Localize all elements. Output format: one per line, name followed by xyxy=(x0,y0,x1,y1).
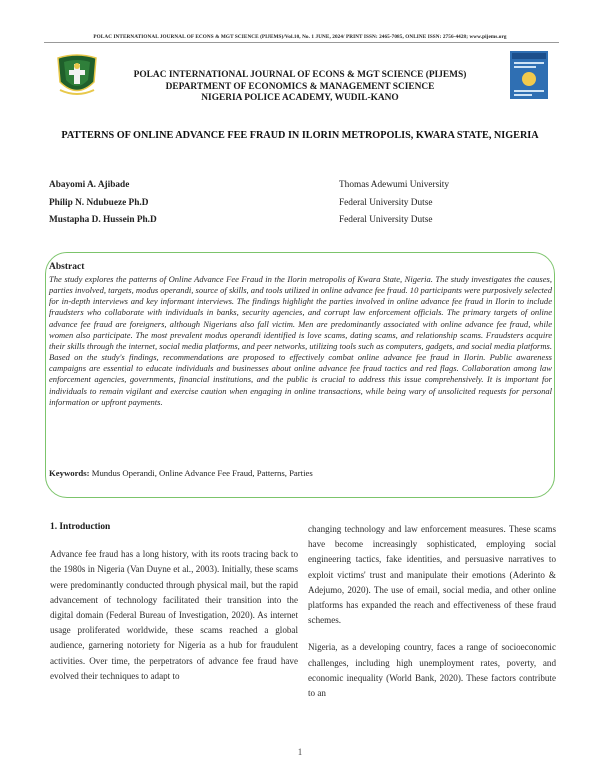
author-name: Mustapha D. Hussein Ph.D xyxy=(49,215,157,225)
journal-banner: POLAC INTERNATIONAL JOURNAL OF ECONS & MGT SCIENCE (PIJEMS)/Vol.10, No. 1 JUNE, 2024/ PRINT ISSN: 2465-7085, ONLINE ISSN: 2756-4428; www.pijems.org xyxy=(93,34,507,40)
author-row xyxy=(49,195,559,213)
journal-header xyxy=(96,70,504,105)
author-row xyxy=(49,212,559,230)
right-column xyxy=(308,522,556,713)
paper-title: PATTERNS OF ONLINE ADVANCE FEE FRAUD IN ILORIN METROPOLIS, KWARA STATE, NIGERIA xyxy=(61,130,539,141)
keywords-text: Mundus Operandi, Online Advance Fee Fraud, Patterns, Parties xyxy=(89,468,313,478)
keywords-label: Keywords: xyxy=(49,468,90,478)
page-number: 1 xyxy=(297,747,303,757)
left-column xyxy=(50,520,298,696)
author-name: Abayomi A. Ajibade xyxy=(49,180,130,190)
paragraph: Advance fee fraud has a long history, with its roots tracing back to the 1980s in Nigeria (Van Duyne et al., 2003). Initially, these scams were predominantly conducted through physical mail, but the rapid advancement of technology facilitated their transition into the digital domain (Federal Bureau of Investigation, 2020). As internet usage proliferated worldwide, these scams reached a global audience, garnering notoriety for Nigeria as a hub for fraudulent activities. Over time, the perpetrators of advance fee fraud have evolved their techniques to adapt to xyxy=(50,549,298,681)
author-list xyxy=(49,177,559,230)
police-academy-crest-logo xyxy=(54,52,100,100)
author-row xyxy=(49,177,559,195)
journal-cover-thumbnail xyxy=(510,51,548,99)
institution-name: NIGERIA POLICE ACADEMY, WUDIL-KANO xyxy=(201,93,399,103)
banner-divider xyxy=(44,42,559,43)
journal-name: POLAC INTERNATIONAL JOURNAL OF ECONS & MGT SCIENCE (PIJEMS) xyxy=(133,70,467,80)
author-affiliation: Federal University Dutse xyxy=(339,215,433,225)
section-heading: 1. Introduction xyxy=(50,522,111,532)
abstract-heading: Abstract xyxy=(49,262,85,272)
paragraph: Nigeria, as a developing country, faces a range of socioeconomic challenges, including high unemployment rates, poverty, and economic inequality (World Bank, 2020). These factors contribute to an xyxy=(308,642,556,699)
department-name: DEPARTMENT OF ECONOMICS & MANAGEMENT SCIENCE xyxy=(165,81,435,92)
author-affiliation: Thomas Adewumi University xyxy=(339,180,450,190)
keywords-line xyxy=(49,468,552,478)
author-affiliation: Federal University Dutse xyxy=(339,197,433,208)
paragraph: changing technology and law enforcement measures. These scams have become increasingly sophisticated, employing social engineering tactics, fake identities, and persuasive narratives to exploit victims' trust and manipulate their emotions (Aderinto & Adejumo, 2020). The use of email, social media, and other online platforms has expanded the reach and effectiveness of these fraud schemes. xyxy=(308,524,556,626)
abstract-text: The study explores the patterns of Online Advance Fee Fraud in the Ilorin metropolis of Kwara State, Nigeria. The study investigates the causes, parties involved, targets, modus operandi, source of skills, and tools utilized in online advance fee fraud. 10 participants were purposively selected for in-depth interviews and key informant interviews. The findings highlight the parties involved in online advance fee fraud in Ilorin to include fraudsters who collaborate with individuals in banks, security agencies, and corrupt law enforcement officials. The primary targets of online advance fee fraud are foreigners, although Nigerians also fall victim. Men are predominantly associated with online advance fee fraud, while women also participate. The most prevalent modus operandi identified is love scams, dating scams, and relationship scams. Fraudsters acquire their skills through the internet, social media platforms, and peer networks, utilizing tools such as computers, gadgets, and social media platforms. Based on the study's findings, recommendations are proposed to effectively combat online advance fee fraud in Ilorin. Public awareness campaigns are essential to educate individuals and businesses about online advance fee fraud tactics and red flags. Collaboration among law enforcement agencies, governments, financial institutions, and the public is crucial to address this issue comprehensively. It is important for individuals to remain vigilant and exercise caution when engaging in online transactions, while being wary of unsolicited requests for personal information or upfront payments. xyxy=(49,274,552,407)
author-name: Philip N. Ndubueze Ph.D xyxy=(49,197,149,208)
